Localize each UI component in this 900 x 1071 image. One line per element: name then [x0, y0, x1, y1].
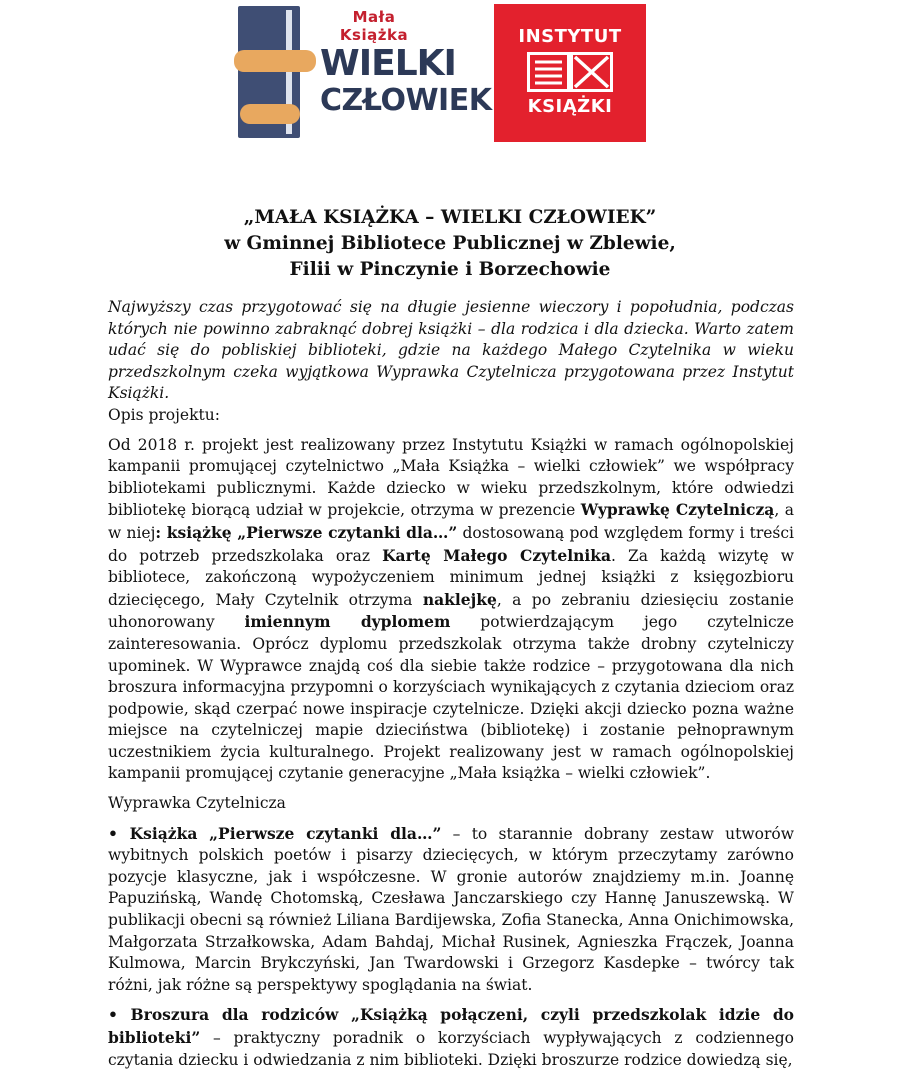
open-book-icon	[527, 52, 613, 92]
instytut-logo-text-top: INSTYTUT	[518, 26, 622, 47]
bold-run: imiennym dyplomem	[244, 612, 451, 632]
title-line: w Gminnej Bibliotece Publicznej w Zblewie,	[224, 233, 676, 254]
text-run: – praktyczny poradnik o korzyściach wypływających z codziennego czytania dziecku i odwiedzania z nim biblioteki. Dzięki broszurze rodzice dowiedzą się,	[108, 1029, 794, 1069]
logo-text-line1: Mała Książka	[339, 8, 409, 44]
intro-paragraph: Najwyższy czas przygotować się na długie jesienne wieczory i popołudnia, podczas których nie powinno zabraknąć dobrej książki – dla rodzica i dla dziecka. Warto zatem udać się do pobliskiej biblioteki, gdzie na każdego Małego Czytelnika w wieku przedszkolnym czeka wyjątkowa Wyprawka Czytelnicza przygotowana przez Instytut Książki.	[108, 298, 794, 403]
instytut-ksiazki-logo	[494, 4, 646, 142]
text-run: dostosowaną pod względem formy i treści do potrzeb przedszkolaka oraz	[108, 523, 794, 565]
mala-ksiazka-logo-text	[320, 8, 492, 118]
text-run: potwierdzającym jego czytelnicze zainteresowania. Oprócz dyplomu przedszkolak otrzyma także drobny czytelniczy upominek. W Wyprawce znajdą coś dla siebie także rodzice – przygotowana dla nich broszura informacyjna przypomni o korzyściach wynikających z czytania dzieciom oraz podpowie, skąd czerpać nowe inspiracje czytelnicze. Dzięki akcji dziecko pozna ważne miejsce na czytelniczej mapie dzieciństwa (bibliotekę) i zostanie pełnoprawnym uczestnikiem życia kulturalnego. Projekt realizowany jest w ramach ogólnopolskiej kampanii promującej czytanie generacyjne „Mała książka – wielki człowiek”.	[108, 613, 794, 783]
bold-run: • Książka „Pierwsze czytanki dla…”	[108, 823, 442, 843]
section-heading-wyprawka: Wyprawka Czytelnicza	[108, 794, 286, 813]
title-line: Filii w Pinczynie i Borzechowie	[289, 259, 611, 280]
logo-text-line3: CZŁOWIEK	[320, 83, 492, 118]
bold-run: : książkę „Pierwsze czytanki dla…”	[155, 522, 458, 542]
text-run: . Za każdą wizytę w bibliotece, zakończoną wypożyczeniem minimum jednej książki z księgozbioru dziecięcego, Mały Czytelnik otrzyma	[108, 546, 794, 609]
bold-run: Kartę Małego Czytelnika	[382, 545, 612, 565]
bold-run: naklejkę	[422, 589, 497, 609]
hand-icon	[234, 50, 316, 72]
text-run: – to starannie dobrany zestaw utworów wybitnych polskich poetów i pisarzy dziecięcych, w którym przeczytamy zarówno pozycje klasyczne, jak i współczesne. W gronie autorów znajdziemy m.in. Joannę Papuzińską, Wandę Chotomską, Czesława Janczarskiego czy Hannę Januszewską. W publikacji obecni są również Liliana Bardijewska, Zofia Stanecka, Anna Onichimowska, Małgorzata Strzałkowska, Adam Bahdaj, Michał Rusinek, Agnieszka Frączek, Joanna Kulmowa, Marcin Brykczyński, Jan Twardowski i Grzegorz Kasdepke – twórcy tak różni, jak różne są perspektywy spoglądania na świat.	[108, 824, 794, 994]
document-title	[0, 205, 900, 283]
document-body	[108, 297, 794, 1071]
logos-header	[0, 0, 900, 150]
title-line: „MAŁA KSIĄŻKA – WIELKI CZŁOWIEK”	[243, 207, 657, 228]
instytut-logo-text-bottom: KSIĄŻKI	[527, 96, 613, 117]
mala-ksiazka-logo	[232, 4, 492, 142]
text-run: , a w niej	[108, 501, 794, 542]
text-run: , a po zebraniu dziesięciu zostanie uhonorowany	[108, 590, 794, 632]
bold-run: • Broszura dla rodziców „Książką połączeni, czyli przedszkolak idzie do biblioteki”	[108, 1005, 794, 1047]
project-description-paragraph	[108, 435, 794, 786]
text-run: Od 2018 r. projekt jest realizowany przez Instytutu Książki w ramach ogólnopolskiej kampanii promującej czytelnictwo „Mała Książka – wielki człowiek” we współpracy bibliotekami publicznymi. Każde dziecko w wieku przedszkolnym, które odwiedzi bibliotekę biorącą udział w projekcie, otrzyma w prezencie	[108, 435, 794, 520]
hand-icon	[240, 104, 300, 124]
list-item-book	[108, 823, 794, 997]
logo-text-line2: WIELKI	[320, 43, 456, 84]
bold-run: Wyprawkę Czytelniczą	[580, 500, 775, 520]
section-heading-opis: Opis projektu:	[108, 405, 220, 424]
list-item-brochure	[108, 1004, 794, 1071]
